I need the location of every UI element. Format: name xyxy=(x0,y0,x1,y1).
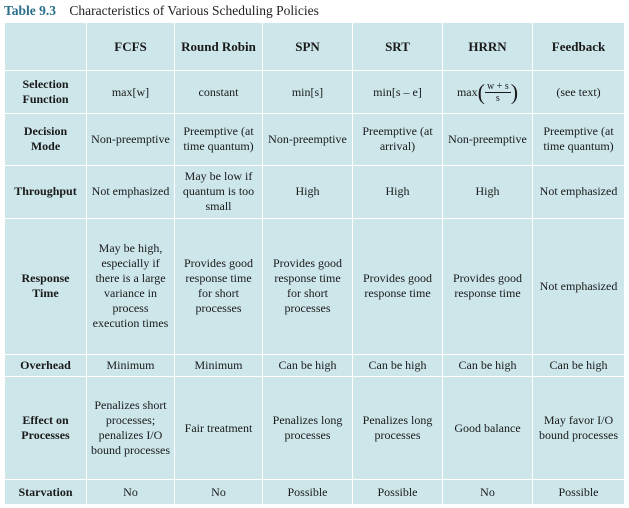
table-cell: May favor I/O bound processes xyxy=(533,377,625,480)
table-row xyxy=(5,165,625,218)
row-label-effect-on-processes: Effect on Processes xyxy=(5,377,87,480)
table-row xyxy=(5,480,625,505)
column-header-fcfs: FCFS xyxy=(87,23,175,71)
table-cell: Provides good response time for short processes xyxy=(175,219,263,355)
table-cell: Good balance xyxy=(443,377,533,480)
table-cell: Non-preemptive xyxy=(87,114,175,165)
table-cell: High xyxy=(263,165,353,218)
table-cell: Penalizes short processes; penalizes I/O bound processes xyxy=(87,377,175,480)
column-header-round-robin: Round Robin xyxy=(175,23,263,71)
formula-denominator: s xyxy=(495,92,500,104)
formula-max: max xyxy=(456,84,478,99)
header-row xyxy=(5,23,625,71)
column-header-srt: SRT xyxy=(353,23,443,71)
table-cell: No xyxy=(87,480,175,505)
table-cell: Non-preemptive xyxy=(263,114,353,165)
table-cell: Can be high xyxy=(443,354,533,377)
row-label-selection-function: Selection Function xyxy=(5,71,87,114)
table-cell: Provides good response time xyxy=(353,219,443,355)
scheduling-policies-table xyxy=(4,22,625,505)
table-row xyxy=(5,71,625,114)
row-label-throughput: Throughput xyxy=(5,165,87,218)
table-cell: Possible xyxy=(353,480,443,505)
table-cell: Provides good response time for short processes xyxy=(263,219,353,355)
table-cell: max[w] xyxy=(87,71,175,114)
table-row xyxy=(5,219,625,355)
table-cell: Provides good response time xyxy=(443,219,533,355)
table-cell: min[s – e] xyxy=(353,71,443,114)
hrrn-selection-formula: max( $\frac{w + s}{s}$ ) xyxy=(443,71,533,114)
table-number: Table 9.3 xyxy=(4,3,57,18)
row-label-decision-mode: Decision Mode xyxy=(5,114,87,165)
table-cell: Can be high xyxy=(533,354,625,377)
table-cell: Not emphasized xyxy=(87,165,175,218)
table-cell: High xyxy=(353,165,443,218)
table-cell: High xyxy=(443,165,533,218)
row-label-starvation: Starvation xyxy=(5,480,87,505)
table-cell: Possible xyxy=(263,480,353,505)
table-cell: No xyxy=(443,480,533,505)
table-cell: Preemptive (at time quantum) xyxy=(175,114,263,165)
table-cell: May be low if quantum is too small xyxy=(175,165,263,218)
formula-numerator: w + s xyxy=(486,80,509,92)
table-cell: Minimum xyxy=(87,354,175,377)
row-label-response-time: Response Time xyxy=(5,219,87,355)
table-row xyxy=(5,114,625,165)
table-cell: Penalizes long processes xyxy=(263,377,353,480)
row-label-overhead: Overhead xyxy=(5,354,87,377)
table-caption xyxy=(4,2,319,20)
table-cell: Penalizes long processes xyxy=(353,377,443,480)
table-cell: Minimum xyxy=(175,354,263,377)
table-cell: May be high, especially if there is a large variance in process execution times xyxy=(87,219,175,355)
table-cell: Fair treatment xyxy=(175,377,263,480)
table-cell: Not emphasized xyxy=(533,219,625,355)
table-cell: Non-preemptive xyxy=(443,114,533,165)
table-cell: No xyxy=(175,480,263,505)
table-cell: min[s] xyxy=(263,71,353,114)
table-cell: Preemptive (at arrival) xyxy=(353,114,443,165)
formula-fraction xyxy=(485,81,511,104)
table-row xyxy=(5,354,625,377)
table-cell: Not emphasized xyxy=(533,165,625,218)
table-cell: Possible xyxy=(533,480,625,505)
column-header-hrrn: HRRN xyxy=(443,23,533,71)
table-title: Characteristics of Various Scheduling Policies xyxy=(69,3,319,18)
table-cell: Can be high xyxy=(353,354,443,377)
table-cell: (see text) xyxy=(533,71,625,114)
table-cell: constant xyxy=(175,71,263,114)
table-cell: Can be high xyxy=(263,354,353,377)
table-row xyxy=(5,377,625,480)
column-header-spn: SPN xyxy=(263,23,353,71)
corner-cell xyxy=(5,23,87,71)
column-header-feedback: Feedback xyxy=(533,23,625,71)
table-cell: Preemptive (at time quantum) xyxy=(533,114,625,165)
